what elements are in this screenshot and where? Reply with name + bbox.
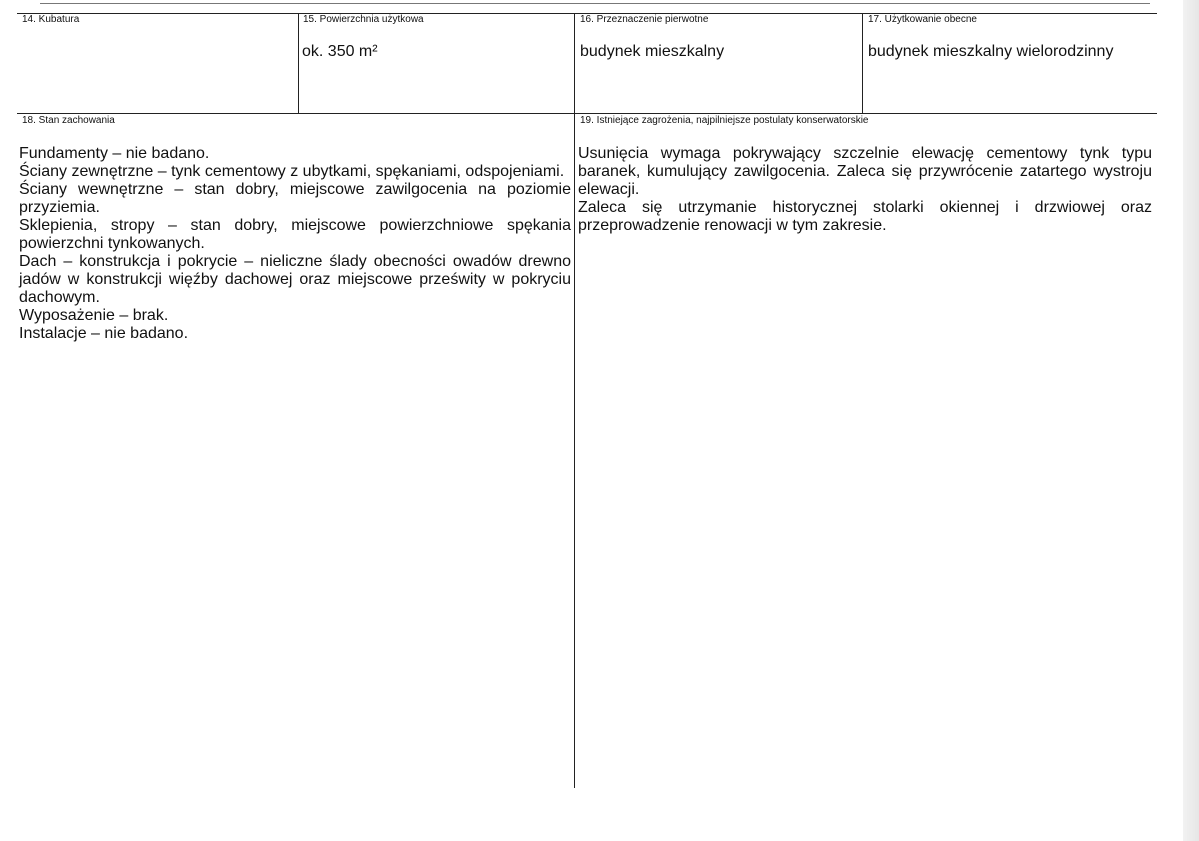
field-uzytkowanie-value: budynek mieszkalny wielorodzinny xyxy=(868,43,1114,60)
page-top-edge xyxy=(40,3,1150,4)
paragraph-instalacje: Instalacje – nie badano. xyxy=(19,325,189,342)
field-stan-zachowania-label: 18. Stan zachowania xyxy=(22,115,115,126)
paragraph-sklepienia: Sklepienia, stropy – stan dobry, miejscowe powierzchniowe spękania powierzchni tynkowanych. xyxy=(19,217,571,252)
paragraph-sciany-wewnetrzne: Ściany wewnętrzne – stan dobry, miejscowe zawilgocenia na poziomie przyziemia. xyxy=(19,181,571,216)
field-przeznaczenie xyxy=(575,13,862,113)
field-uzytkowanie xyxy=(863,13,1157,113)
field-stan-zachowania-text xyxy=(19,145,571,343)
paragraph-dach: Dach – konstrukcja i pokrycie – nieliczne ślady obecności owadów drewno jadów w konstrukcji więźby dachowej oraz miejscowe prześwity w pokryciu dachowym. xyxy=(19,253,571,306)
field-stan-zachowania xyxy=(17,114,574,794)
field-zagrozenia xyxy=(575,114,1157,794)
field-kubatura-label: 14. Kubatura xyxy=(22,14,80,25)
field-przeznaczenie-label: 16. Przeznaczenie pierwotne xyxy=(580,14,709,25)
field-przeznaczenie-value: budynek mieszkalny xyxy=(580,43,725,60)
field-powierzchnia-value: ok. 350 m² xyxy=(302,43,378,60)
field-kubatura xyxy=(17,13,298,113)
page-right-edge-shadow xyxy=(1183,0,1199,841)
field-powierzchnia-label: 15. Powierzchnia użytkowa xyxy=(303,14,424,25)
paragraph-stolarka: Zaleca się utrzymanie historycznej stolarki okiennej i drzwiowej oraz przeprowadzenie renowacji w tym zakresie. xyxy=(578,199,1152,234)
paragraph-tynk-baranek: Usunięcia wymaga pokrywający szczelnie elewację cementowy tynk typu baranek, kumulujący zawilgocenia. Zaleca się przywrócenie zatartego wystroju elewacji. xyxy=(578,145,1152,198)
field-zagrozenia-text xyxy=(578,145,1152,235)
field-uzytkowanie-label: 17. Użytkowanie obecne xyxy=(868,14,977,25)
paragraph-sciany-zewnetrzne: Ściany zewnętrzne – tynk cementowy z ubytkami, spękaniami, odspojeniami. xyxy=(19,163,565,180)
paragraph-fundamenty: Fundamenty – nie badano. xyxy=(19,145,210,162)
paragraph-wyposazenie: Wyposażenie – brak. xyxy=(19,307,169,324)
field-powierzchnia xyxy=(299,13,574,113)
field-zagrozenia-label: 19. Istniejące zagrożenia, najpilniejsze postulaty konserwatorskie xyxy=(580,115,869,126)
